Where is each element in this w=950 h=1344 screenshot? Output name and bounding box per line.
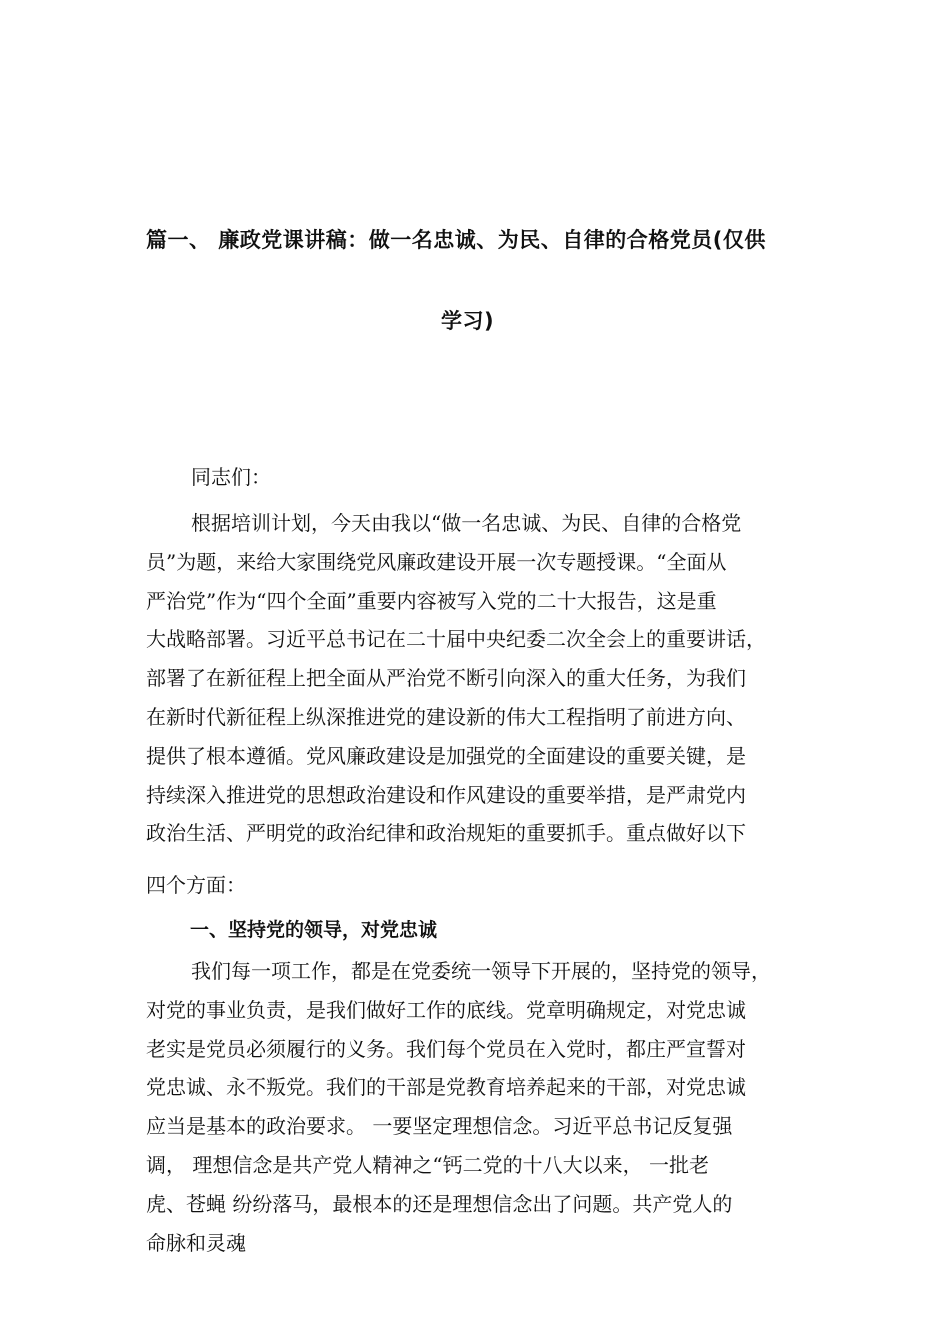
paragraph-1-line: 持续深入推进党的思想政治建设和作风建设的重要举措，是严肃党内 <box>146 782 746 807</box>
paragraph-1-line: 部署了在新征程上把全面从严治党不断引向深入的重大任务，为我们 <box>146 666 746 691</box>
paragraph-1-line: 严治党”作为“四个全面”重要内容被写入党的二十大报告，这是重 <box>146 588 717 613</box>
paragraph-2-line: 我们每一项工作，都是在党委统一领导下开展的，坚持党的领导， <box>191 959 771 983</box>
salutation-text: 同志们： <box>191 465 271 489</box>
paragraph-1-line: 员”为题，来给大家围绕党风廉政建设开展一次专题授课。“全面从 <box>146 549 727 574</box>
document-title-line-1: 篇一、 廉政党课讲稿：做一名忠诚、为民、自律的合格党员(仅供 <box>146 228 766 252</box>
paragraph-2-line: 对党的事业负责，是我们做好工作的底线。党章明确规定，对党忠诚 <box>146 997 746 1022</box>
paragraph-1-line: 根据培训计划，今天由我以“做一名忠诚、为民、自律的合格党 <box>191 511 742 535</box>
paragraph-1-line: 在新时代新征程上纵深推进党的建设新的伟大工程指明了前进方向、 <box>146 704 746 729</box>
paragraph-2-line: 命脉和灵魂 <box>146 1230 246 1255</box>
salutation <box>146 458 826 497</box>
document-title-line-2: 学习) <box>441 309 495 333</box>
paragraph-1-line: 大战略部署。习近平总书记在二十届中央纪委二次全会上的重要讲话， <box>146 627 766 652</box>
paragraph-1-line: 四个方面： <box>146 873 246 897</box>
paragraph-2-line: 老实是党员必须履行的义务。我们每个党员在入党时，都庄严宣誓对 <box>146 1036 746 1061</box>
paragraph-2-line: 党忠诚、永不叛党。我们的干部是党教育培养起来的干部，对党忠诚 <box>146 1075 746 1100</box>
paragraph-1-line: 政治生活、严明党的政治纪律和政治规矩的重要抓手。重点做好以下 <box>146 821 746 846</box>
paragraph-2 <box>146 952 826 1262</box>
paragraph-2-line: 调， 理想信念是共产党人精神之“钙二党的十八大以来， 一批老 <box>146 1152 709 1177</box>
paragraph-1 <box>146 504 826 853</box>
paragraph-2-line: 虎、苍蝇 纷纷落马，最根本的还是理想信念出了问题。共产党人的 <box>146 1191 733 1216</box>
paragraph-1-line: 提供了根本遵循。党风廉政建设是加强党的全面建设的重要关键，是 <box>146 743 746 768</box>
section-heading-1: 一、坚持党的领导，对党忠诚 <box>190 919 438 941</box>
paragraph-2-line: 应当是基本的政治要求。 一要坚定理想信念。习近平总书记反复强 <box>146 1114 733 1139</box>
paragraph-1-tail <box>146 866 826 905</box>
